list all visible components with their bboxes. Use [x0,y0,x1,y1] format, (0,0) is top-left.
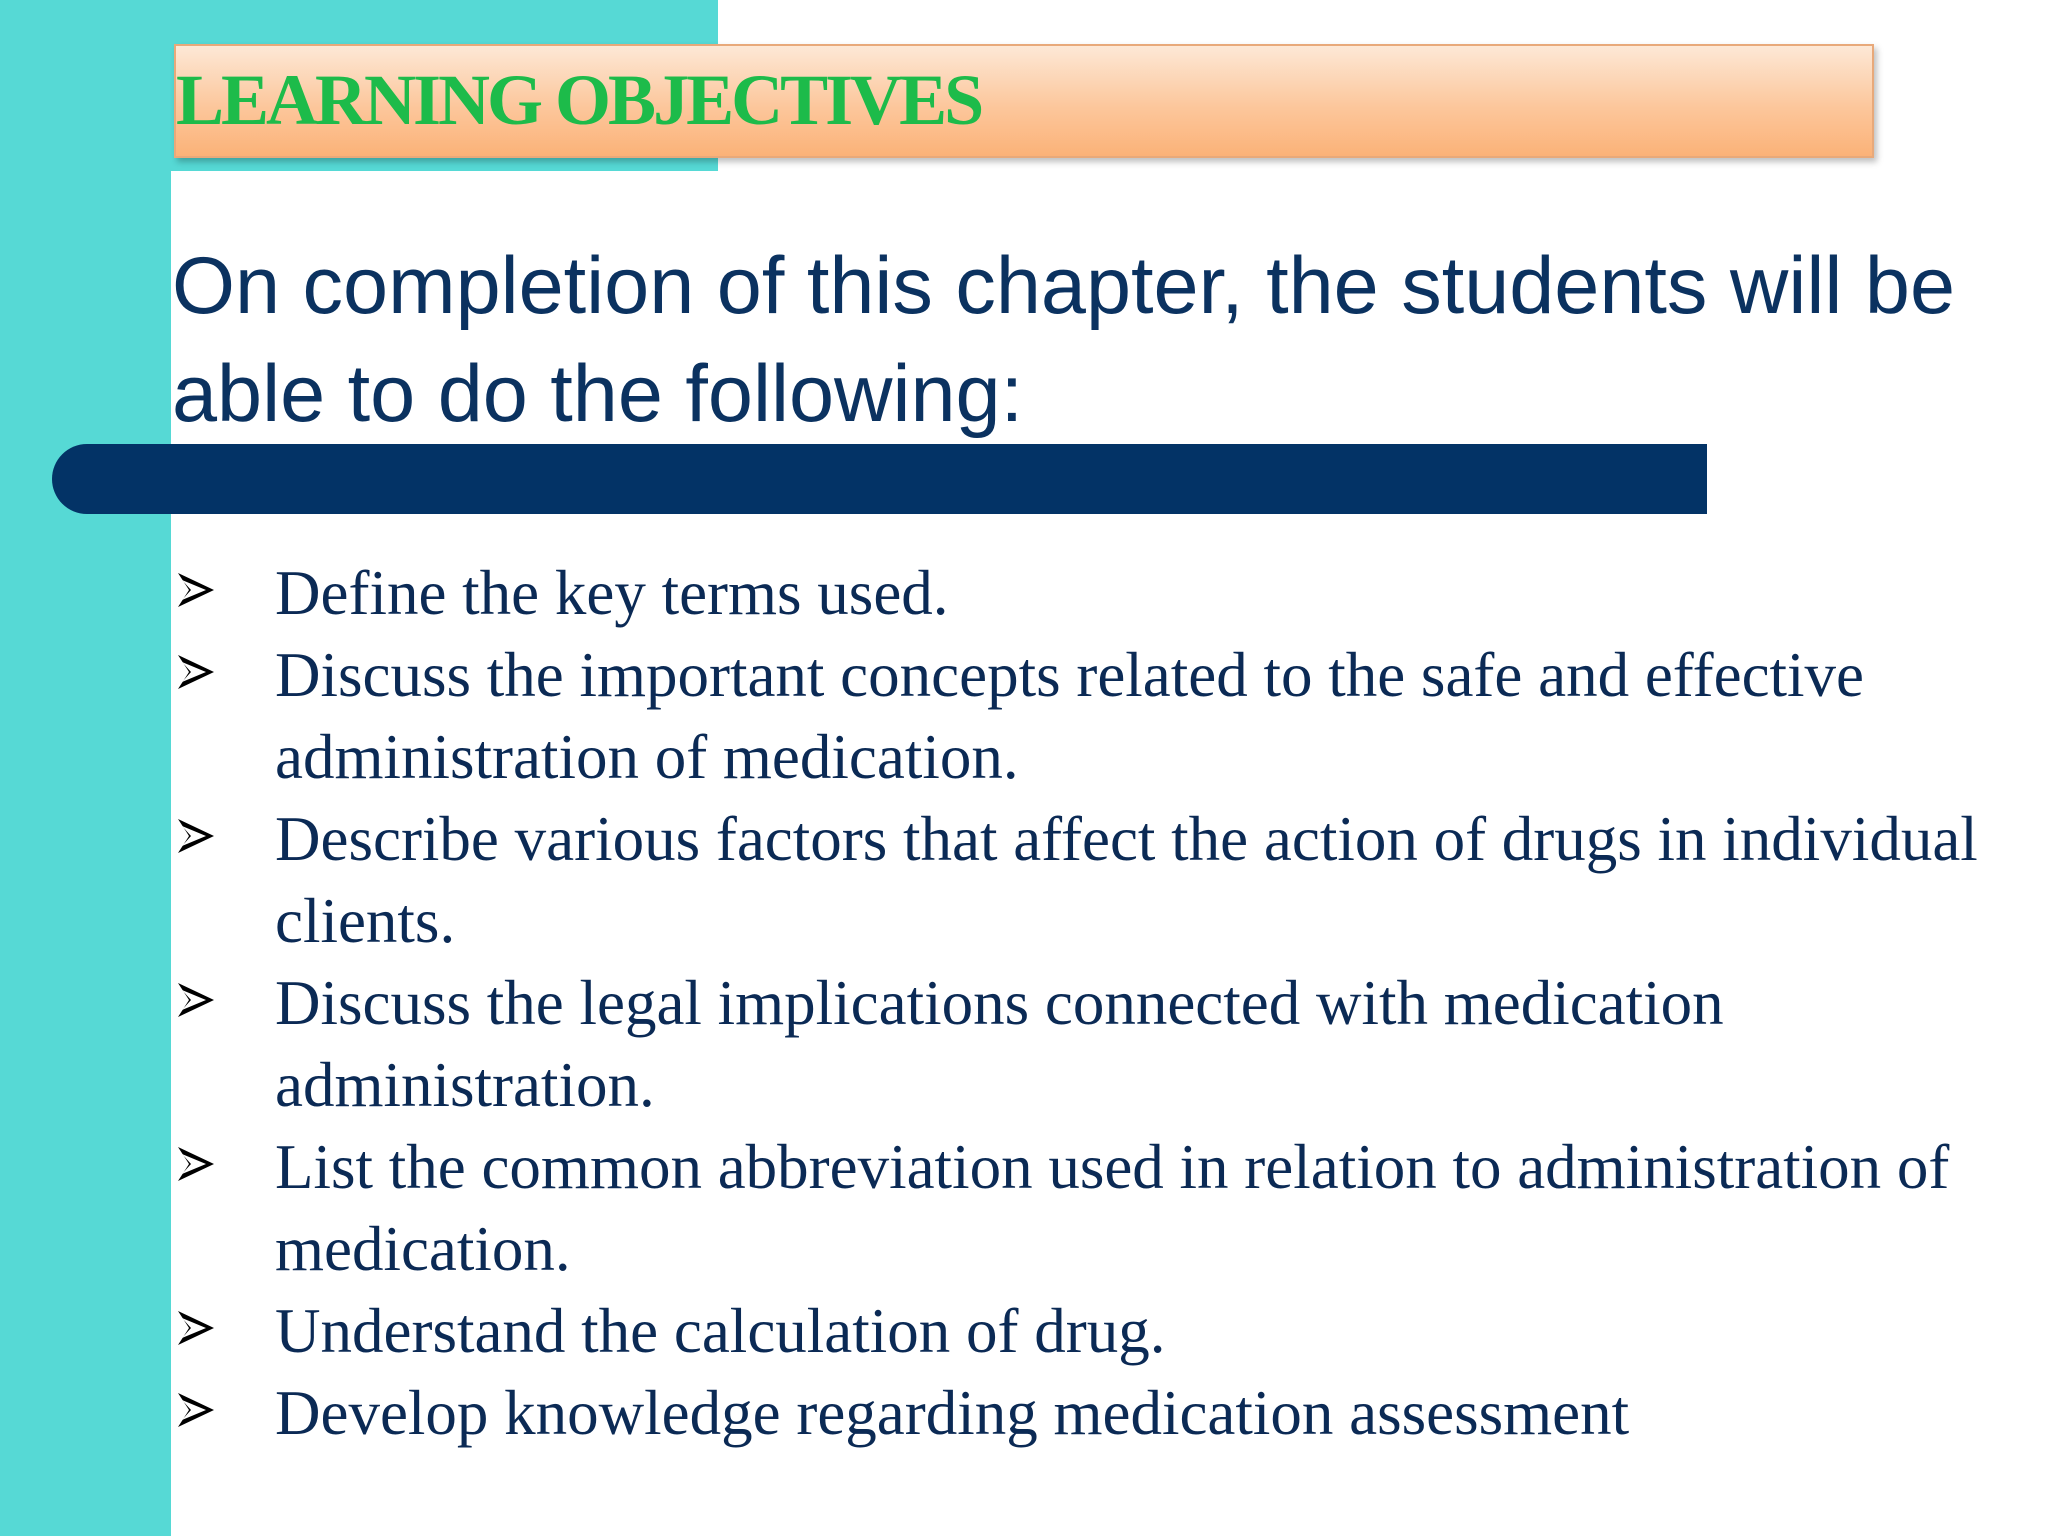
objectives-list [172,552,2022,1454]
objective-text: Discuss the important concepts related to the safe and effective administration of medication. [275,640,1864,792]
arrowhead-bullet-icon [176,570,216,610]
arrowhead-bullet-icon [176,1144,216,1184]
objective-text: Discuss the legal implications connected with medication administration. [275,968,1724,1120]
title-bar [174,44,1874,158]
teal-side-band [0,0,171,1536]
objective-item [172,1372,2022,1454]
objective-item [172,798,2022,962]
objective-text: Develop knowledge regarding medication assessment [275,1378,1630,1448]
arrowhead-bullet-icon [176,1390,216,1430]
divider-bar [52,444,1707,514]
arrowhead-bullet-icon [176,1308,216,1348]
objective-item [172,1290,2022,1372]
arrowhead-bullet-icon [176,980,216,1020]
objective-text: Define the key terms used. [275,558,949,628]
objective-text: Understand the calculation of drug. [275,1296,1166,1366]
objective-item [172,634,2022,798]
objective-item [172,552,2022,634]
arrowhead-bullet-icon [176,652,216,692]
objective-item [172,1126,2022,1290]
objective-text: Describe various factors that affect the action of drugs in individual clients. [275,804,1978,956]
slide-title: LEARNING OBJECTIVES [176,60,982,140]
intro-heading: On completion of this chapter, the students will be able to do the following: [172,241,1955,439]
objective-item [172,962,2022,1126]
objective-text: List the common abbreviation used in relation to administration of medication. [275,1132,1950,1284]
arrowhead-bullet-icon [176,816,216,856]
